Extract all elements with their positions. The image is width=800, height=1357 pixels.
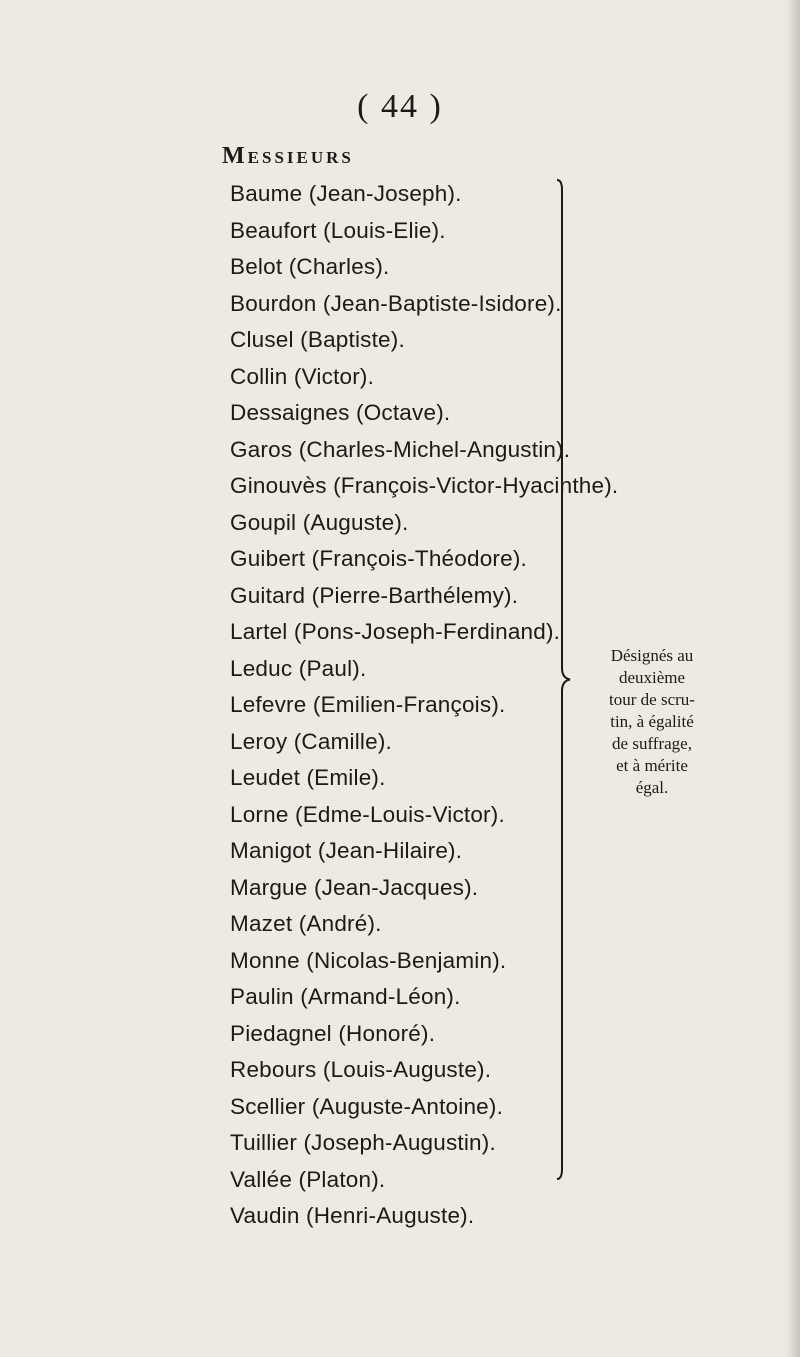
side-note-line: et à mérite <box>616 756 688 775</box>
side-note-line: tin, à égalité <box>610 712 694 731</box>
list-item: Beaufort (Louis-Elie). <box>230 217 446 243</box>
list-item: Leroy (Camille). <box>230 728 392 754</box>
page-number: ( 44 ) <box>357 88 443 125</box>
list-item: Guitard (Pierre-Barthélemy). <box>230 582 519 608</box>
list-item: Mazet (André). <box>230 911 382 936</box>
list-item: Lorne (Edme-Louis-Victor). <box>230 801 505 827</box>
side-note-line: deuxième <box>618 668 686 687</box>
list-item: Clusel (Baptiste). <box>230 327 405 352</box>
list-item: Vallée (Platon). <box>230 1166 386 1192</box>
grouping-brace <box>556 178 572 1181</box>
list-item: Garos (Charles-Michel-Angustin). <box>230 436 571 462</box>
list-item: Goupil (Auguste). <box>230 509 409 535</box>
side-note-line: Désignés au <box>610 646 694 665</box>
list-item: Piedagnel (Honoré). <box>230 1020 436 1046</box>
list-item: Belot (Charles). <box>230 254 390 279</box>
list-item: Scellier (Auguste-Antoine). <box>230 1093 504 1119</box>
side-note-line: de suffrage, <box>612 734 692 753</box>
list-item: Margue (Jean-Jacques). <box>230 874 479 900</box>
list-item: Ginouvès (François-Victor-Hyacinthe). <box>230 473 619 498</box>
list-item: Paulin (Armand-Léon). <box>230 984 461 1009</box>
list-item: Leudet (Emile). <box>230 765 386 790</box>
side-note-line: tour de scru- <box>609 690 695 709</box>
list-item: Lartel (Pons-Joseph-Ferdinand). <box>230 619 561 644</box>
list-item: Leduc (Paul). <box>230 655 367 681</box>
list-item: Monne (Nicolas-Benjamin). <box>230 947 507 973</box>
side-note <box>582 645 722 799</box>
list-item: Rebours (Louis-Auguste). <box>230 1057 492 1082</box>
list-item: Dessaignes (Octave). <box>230 400 451 425</box>
page-edge-shadow <box>786 0 800 1357</box>
list-item: Collin (Victor). <box>230 363 375 389</box>
list-item: Guibert (François-Théodore). <box>230 546 527 571</box>
list-item: Tuillier (Joseph-Augustin). <box>230 1130 496 1155</box>
list-item: Baume (Jean-Joseph). <box>230 181 462 206</box>
list-item: Vaudin (Henri-Auguste). <box>230 1203 475 1228</box>
list-item: Bourdon (Jean-Baptiste-Isidore). <box>230 290 562 316</box>
side-note-line: égal. <box>635 778 669 797</box>
list-item: Lefevre (Emilien-François). <box>230 692 506 717</box>
list-item: Manigot (Jean-Hilaire). <box>230 838 463 863</box>
list-heading: Messieurs <box>222 143 354 169</box>
